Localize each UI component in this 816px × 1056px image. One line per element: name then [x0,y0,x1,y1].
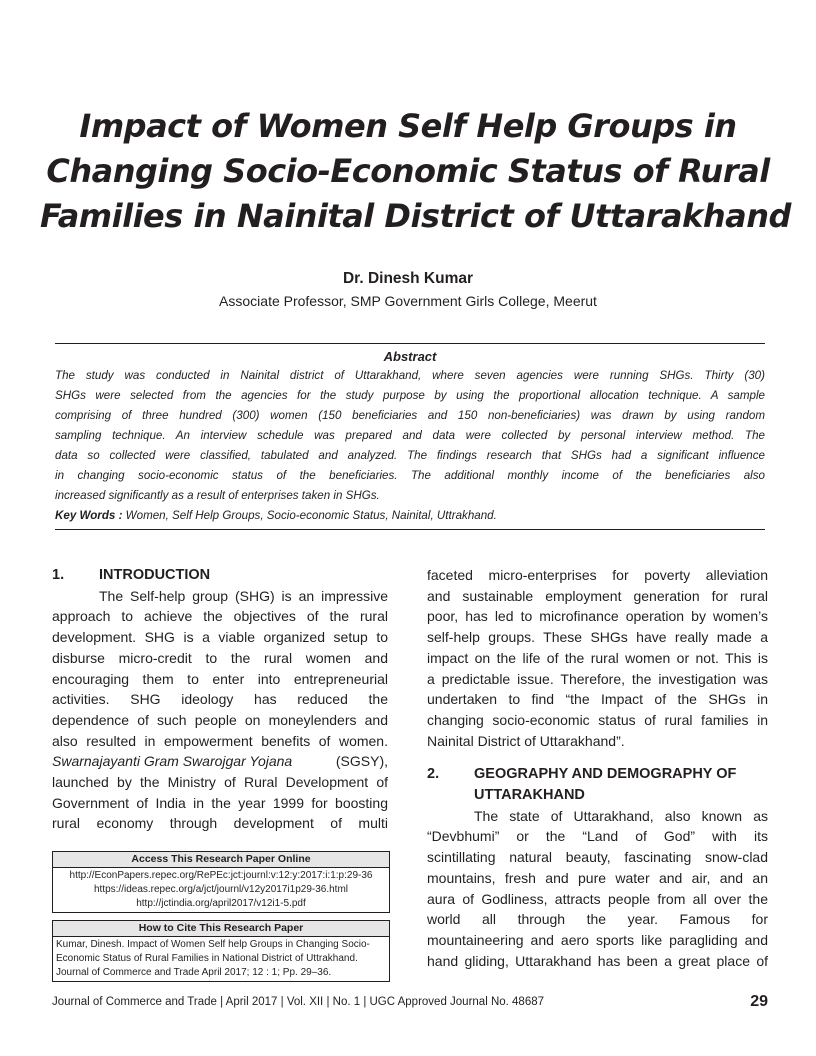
title-line: Changing Socio-Economic Status of Rural [46,152,770,190]
section-title: INTRODUCTION [99,567,211,583]
cite-paper-box [52,920,390,982]
author-affiliation: Associate Professor, SMP Government Girls College, Meerut [219,293,597,309]
body-line: rural economy through development of multi [52,815,388,832]
access-heading: Access This Research Paper Online [53,852,389,868]
abstract-line: in changing socio-economic status of the beneficiaries. The additional monthly income of the beneficiaries also [55,469,765,482]
title-line: Families in Nainital District of Uttarakhand [40,197,791,235]
scheme-name: Swarnajayanti Gram Swarojgar Yojana [52,753,293,770]
section-1-heading [52,565,388,586]
body-line: hand gliding, Uttarakhand has been a great place of [427,952,768,969]
body-line: approach to achieve the objectives of the rural [52,608,388,625]
access-paper-box [52,851,390,913]
title-line: Impact of Women Self Help Groups in [79,107,737,145]
body-line: disburse micro-credit to the rural women and [52,649,388,666]
body-line: mountains, fresh and pure water and air, and an [427,869,768,886]
right-column [427,565,768,971]
abstract-line: data so collected were classified, tabulated and analyzed. The findings research that SHGs had a significant influence [55,449,765,462]
keywords-label: Key Words : [55,509,123,522]
abstract-line: SHGs were selected from the agencies for the study purpose by using the proportional allocation technique. A sample [55,389,765,402]
scheme-abbrev: (SGSY), [335,753,388,770]
abstract-box [55,343,765,530]
body-line: a predictable issue. Therefore, the investigation was [427,670,768,687]
abstract-line: increased significantly as a result of enterprises taken in SHGs. [55,489,380,502]
body-line: undertaken to find “the Impact of the SHGs in [427,691,768,708]
section-number: 1. [52,567,65,583]
section-title: UTTARAKHAND [474,787,585,804]
body-line: scintillating natural beauty, fascinating snow-clad [427,849,768,866]
section-title: GEOGRAPHY AND DEMOGRAPHY OF [474,766,737,783]
access-link[interactable]: http://jctindia.org/april2017/v12i1-5.pdf [136,898,306,909]
body-line: “Devbhumi” or the “Land of God” with its [427,828,768,845]
body-line: world all through the year. Famous for [427,911,768,928]
page-number: 29 [750,993,768,1010]
keywords-text: Women, Self Help Groups, Socio-economic Status, Nainital, Uttrakhand. [125,509,497,522]
body-line: mountaineering and aero sports like paragliding and [427,931,768,948]
section-2-heading [427,764,768,805]
abstract-line: sampling technique. An interview schedule was prepared and data were collected by personal interview method. The [55,429,765,442]
body-line [52,751,388,772]
journal-footer: Journal of Commerce and Trade | April 2017 | Vol. XII | No. 1 | UGC Approved Journal No. 48687 [52,996,545,1008]
body-line: launched by the Ministry of Rural Development of [52,774,388,791]
access-link[interactable]: http://EconPapers.repec.org/RePEc:jct:journl:v:12:y:2017:i:1:p:29-36 [69,870,373,881]
left-column [52,565,388,834]
body-line: activities. SHG ideology has reduced the [52,691,388,708]
body-line: impact on the life of the rural women or not. This is [427,649,768,666]
access-link[interactable]: https://ideas.repec.org/a/jct/journl/v12y2017i1p29-36.html [93,884,349,895]
abstract-heading: Abstract [383,349,437,364]
citation-line: Journal of Commerce and Trade April 2017; 12 : 1; Pp. 29–36. [56,967,332,978]
body-line: Government of India in the year 1999 for boosting [52,794,388,811]
body-line: changing socio-economic status of rural families in [427,711,768,728]
body-line: The Self-help group (SHG) is an impressive [99,587,388,604]
abstract-line: comprising of three hundred (300) women (150 beneficiaries and 150 non-beneficiaries) was drawn by using random [55,409,765,422]
abstract-line: The study was conducted in Nainital district of Uttarakhand, where seven agencies were running SHGs. Thirty (30) [55,369,765,382]
body-line: aura of Godliness, attracts people from all over the [427,890,768,907]
body-line: faceted micro-enterprises for poverty alleviation [427,567,768,583]
section-number: 2. [427,766,440,783]
body-line: Nainital District of Uttarakhand”. [427,732,625,749]
body-line: The state of Uttarakhand, also known as [474,807,768,824]
cite-heading: How to Cite This Research Paper [53,921,389,937]
body-line: and sustainable employment generation for rural [427,587,768,604]
author-name: Dr. Dinesh Kumar [342,270,474,287]
citation-line: Kumar, Dinesh. Impact of Women Self help Groups in Changing Socio- [56,939,370,950]
body-line: encouraging them to enter into entrepreneurial [52,670,388,687]
body-line: also resulted in empowerment benefits of women. [52,732,388,749]
citation-line: Economic Status of Rural Families in National District of Uttrakhand. [56,953,358,964]
keywords [55,506,765,526]
body-line: development. SHG is a viable organized setup to [52,629,388,646]
body-line: poor, has led to microfinance operation by women’s [427,608,768,625]
body-line: dependence of such people on moneylenders and [52,711,388,728]
body-line: self-help groups. These SHGs have really made a [427,629,768,646]
paper-title [40,104,791,239]
